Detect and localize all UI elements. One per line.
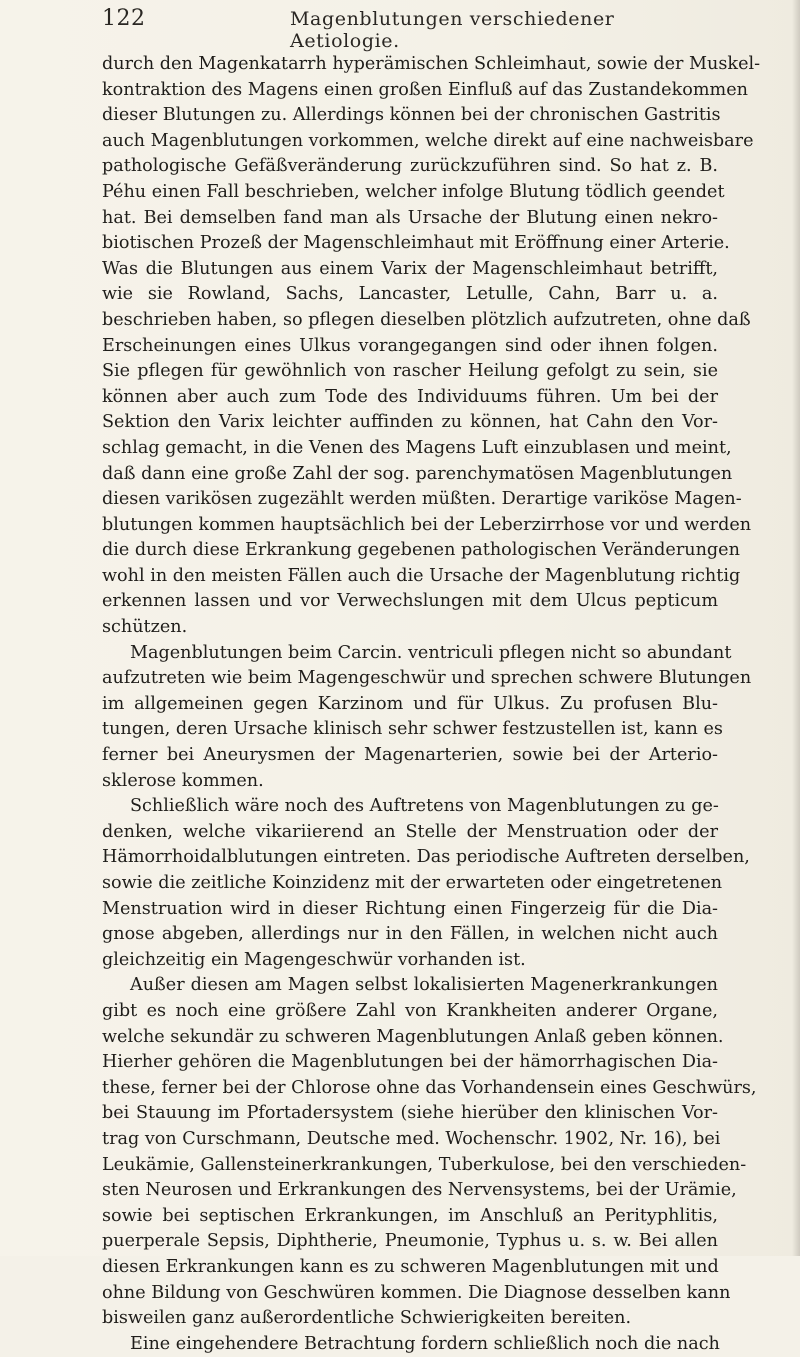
text-line: ferner bei Aneurysmen der Magenarterien, sowie bei der Arterio- bbox=[102, 745, 718, 766]
text-line: pathologische Gefäßveränderung zurückzuführen sind. So hat z. B. bbox=[102, 156, 718, 177]
text-line: welche sekundär zu schweren Magenblutungen Anlaß geben können. bbox=[102, 1026, 724, 1047]
text-line: Eine eingehendere Betrachtung fordern schließlich noch die nach bbox=[130, 1333, 720, 1354]
text-line: im allgemeinen gegen Karzinom und für Ulkus. Zu profusen Blu- bbox=[102, 693, 718, 714]
text-line: these, ferner bei der Chlorose ohne das Vorhandensein eines Geschwürs, bbox=[102, 1077, 757, 1098]
text-line: tungen, deren Ursache klinisch sehr schwer festzustellen ist, kann es bbox=[102, 719, 723, 740]
text-line: Außer diesen am Magen selbst lokalisierten Magenerkrankungen bbox=[130, 975, 718, 996]
text-line: auch Magenblutungen vorkommen, welche direkt auf eine nachweisbare bbox=[102, 130, 754, 151]
text-line: daß dann eine große Zahl der sog. parenchymatösen Magenblutungen bbox=[102, 463, 733, 484]
text-line: Péhu einen Fall beschrieben, welcher infolge Blutung tödlich geendet bbox=[102, 181, 725, 202]
text-line: gleichzeitig ein Magengeschwür vorhanden ist. bbox=[102, 949, 526, 970]
body-text bbox=[102, 52, 761, 1357]
text-line: Erscheinungen eines Ulkus vorangegangen sind oder ihnen folgen. bbox=[102, 335, 718, 356]
text-line: Schließlich wäre noch des Auftretens von Magenblutungen zu ge- bbox=[130, 796, 719, 817]
text-line: Menstruation wird in dieser Richtung einen Fingerzeig für die Dia- bbox=[102, 898, 718, 919]
text-line: schlag gemacht, in die Venen des Magens Luft einzublasen und meint, bbox=[102, 437, 732, 458]
text-line: schützen. bbox=[102, 617, 188, 638]
text-line: trag von Curschmann, Deutsche med. Wochenschr. 1902, Nr. 16), bei bbox=[102, 1128, 721, 1149]
text-line: beschrieben haben, so pflegen dieselben plötzlich aufzutreten, ohne daß bbox=[102, 309, 751, 330]
text-line: können aber auch zum Tode des Individuums führen. Um bei der bbox=[102, 386, 718, 407]
text-line: gnose abgeben, allerdings nur in den Fällen, in welchen nicht auch bbox=[102, 924, 718, 945]
text-line: diesen varikösen zugezählt werden müßten. Derartige variköse Magen- bbox=[102, 489, 742, 510]
text-line: wohl in den meisten Fällen auch die Ursache der Magenblutung richtig bbox=[102, 565, 741, 586]
text-line: Was die Blutungen aus einem Varix der Magenschleimhaut betrifft, bbox=[102, 258, 718, 279]
text-line: kontraktion des Magens einen großen Einfluß auf das Zustandekommen bbox=[102, 79, 748, 100]
text-line: Sie pflegen für gewöhnlich von rascher Heilung gefolgt zu sein, sie bbox=[102, 361, 718, 382]
page-header bbox=[102, 6, 722, 52]
text-line: sten Neurosen und Erkrankungen des Nervensystems, bei der Urämie, bbox=[102, 1180, 737, 1201]
text-line: Leukämie, Gallensteinerkrankungen, Tuberkulose, bei den verschieden- bbox=[102, 1154, 747, 1175]
text-line: blutungen kommen hauptsächlich bei der Leberzirrhose vor und werden bbox=[102, 514, 752, 535]
text-line: sowie bei septischen Erkrankungen, im Anschluß an Perityphlitis, bbox=[102, 1205, 718, 1226]
page-number: 122 bbox=[102, 6, 146, 31]
text-line: Hierher gehören die Magenblutungen bei der hämorrhagischen Dia- bbox=[102, 1052, 718, 1073]
text-line: aufzutreten wie beim Magengeschwür und sprechen schwere Blutungen bbox=[102, 668, 752, 689]
text-line: hat. Bei demselben fand man als Ursache der Blutung einen nekro- bbox=[102, 207, 718, 228]
text-line: durch den Magenkatarrh hyperämischen Schleimhaut, sowie der Muskel- bbox=[102, 54, 761, 74]
running-title: Magenblutungen verschiedener Aetiologie. bbox=[290, 8, 615, 52]
text-line: dieser Blutungen zu. Allerdings können bei der chronischen Gastritis bbox=[102, 105, 721, 126]
text-line: die durch diese Erkrankung gegebenen pathologischen Veränderungen bbox=[102, 540, 740, 561]
text-line: biotischen Prozeß der Magenschleimhaut mit Eröffnung einer Arterie. bbox=[102, 233, 730, 254]
text-line: bei Stauung im Pfortadersystem (siehe hierüber den klinischen Vor- bbox=[102, 1103, 718, 1124]
text-line: sklerose kommen. bbox=[102, 770, 264, 791]
text-line: Magenblutungen beim Carcin. ventriculi pflegen nicht so abundant bbox=[130, 642, 732, 663]
text-line: diesen Erkrankungen kann es zu schweren Magenblutungen mit und bbox=[102, 1256, 719, 1277]
text-line: Hämorrhoidalblutungen eintreten. Das periodische Auftreten derselben, bbox=[102, 847, 750, 868]
text-line: puerperale Sepsis, Diphtherie, Pneumonie, Typhus u. s. w. Bei allen bbox=[102, 1231, 718, 1252]
text-line: ohne Bildung von Geschwüren kommen. Die Diagnose desselben kann bbox=[102, 1282, 731, 1303]
text-line: erkennen lassen und vor Verwechslungen mit dem Ulcus pepticum bbox=[102, 591, 718, 612]
text-line: wie sie Rowland, Sachs, Lancaster, Letulle, Cahn, Barr u. a. bbox=[102, 284, 718, 305]
page-edge-shadow bbox=[792, 0, 800, 1256]
text-line: bisweilen ganz außerordentliche Schwierigkeiten bereiten. bbox=[102, 1308, 632, 1329]
text-line: sowie die zeitliche Koinzidenz mit der erwarteten oder eingetretenen bbox=[102, 873, 723, 893]
text-line: Sektion den Varix leichter auffinden zu können, hat Cahn den Vor- bbox=[102, 412, 718, 433]
text-line: gibt es noch eine größere Zahl von Krankheiten anderer Organe, bbox=[102, 1000, 718, 1021]
text-line: denken, welche vikariierend an Stelle der Menstruation oder der bbox=[102, 821, 718, 842]
